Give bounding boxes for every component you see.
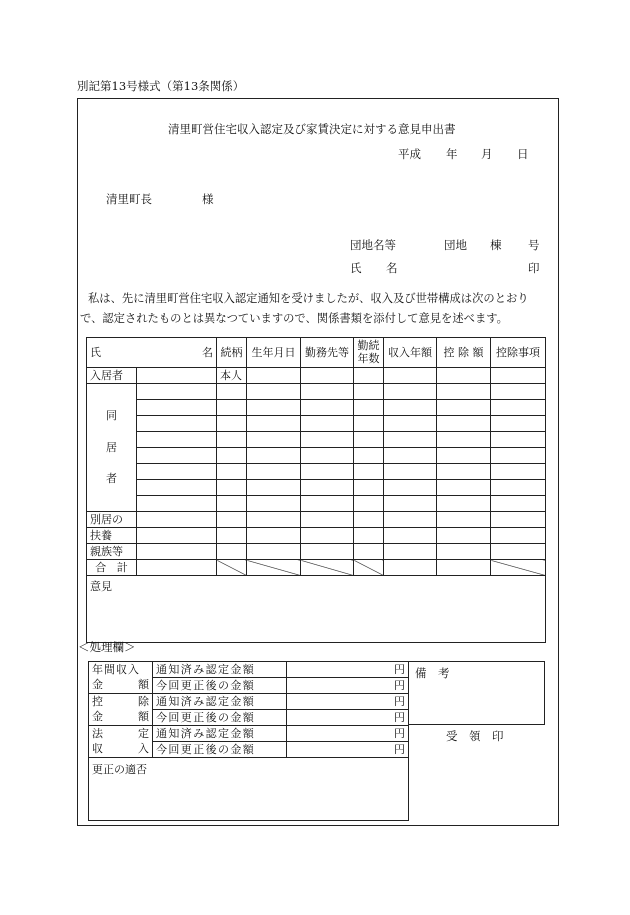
table-cell[interactable]	[247, 432, 301, 448]
table-cell[interactable]	[437, 496, 491, 512]
table-cell[interactable]	[354, 400, 384, 416]
table-row	[89, 726, 409, 742]
table-cell[interactable]	[137, 528, 217, 544]
table-cell[interactable]	[247, 512, 301, 528]
correction-field[interactable]	[89, 758, 409, 821]
table-cell[interactable]	[384, 528, 437, 544]
table-cell[interactable]	[247, 496, 301, 512]
separate-label: 別居の	[87, 512, 137, 528]
table-cell[interactable]	[491, 464, 546, 480]
table-cell[interactable]	[301, 416, 354, 432]
table-cell[interactable]	[301, 448, 354, 464]
table-cell[interactable]	[217, 480, 247, 496]
notified-amount-label: 通知済み認定金額	[153, 726, 287, 742]
table-cell[interactable]	[137, 400, 217, 416]
header-row	[87, 338, 546, 368]
addressee-honorific: 様	[202, 192, 214, 206]
header-birth-date: 生年月日	[247, 338, 301, 368]
table-row	[89, 758, 409, 821]
table-cell[interactable]	[217, 384, 247, 400]
table-cell[interactable]	[354, 416, 384, 432]
table-cell[interactable]	[137, 432, 217, 448]
table-cell[interactable]	[301, 368, 354, 384]
table-cell[interactable]	[247, 384, 301, 400]
table-cell[interactable]	[384, 384, 437, 400]
table-row	[89, 694, 409, 710]
table-cell[interactable]	[301, 512, 354, 528]
table-row	[87, 480, 546, 496]
header-deduction-amount: 控 除 額	[437, 338, 491, 368]
table-cell[interactable]	[491, 480, 546, 496]
table-cell[interactable]	[247, 368, 301, 384]
table-cell[interactable]	[354, 528, 384, 544]
table-cell[interactable]	[137, 512, 217, 528]
amount-field[interactable]: 円	[287, 694, 409, 710]
complex-label: 団地名等	[350, 238, 396, 252]
opinion-row	[87, 576, 546, 643]
applicant-name-label-1: 氏	[350, 261, 362, 275]
table-row	[87, 528, 546, 544]
table-row	[87, 400, 546, 416]
table-row	[89, 662, 409, 678]
applicant-name-label-2: 名	[386, 261, 398, 275]
table-cell[interactable]	[354, 544, 384, 560]
table-cell[interactable]	[301, 544, 354, 560]
table-cell[interactable]	[137, 480, 217, 496]
table-cell[interactable]	[384, 544, 437, 560]
building-unit: 棟	[490, 238, 502, 252]
table-cell[interactable]	[437, 400, 491, 416]
table-cell[interactable]	[301, 432, 354, 448]
remarks-box[interactable]	[408, 661, 545, 725]
table-cell[interactable]	[354, 464, 384, 480]
table-cell[interactable]	[247, 464, 301, 480]
notified-amount-label: 通知済み認定金額	[153, 662, 287, 678]
table-cell[interactable]	[384, 432, 437, 448]
table-cell[interactable]	[301, 496, 354, 512]
table-cell[interactable]	[491, 400, 546, 416]
table-cell[interactable]	[491, 512, 546, 528]
table-cell[interactable]	[217, 448, 247, 464]
table-cell[interactable]	[491, 496, 546, 512]
table-cell[interactable]	[491, 544, 546, 560]
table-cell[interactable]	[301, 480, 354, 496]
seal-mark: 印	[528, 261, 540, 275]
table-cell[interactable]	[384, 480, 437, 496]
header-years-employed: 勤続 年数	[354, 338, 384, 368]
table-cell[interactable]	[437, 384, 491, 400]
table-cell[interactable]	[491, 416, 546, 432]
disabled-cell	[491, 560, 546, 576]
header-name: 氏 名	[87, 338, 217, 368]
table-cell[interactable]	[301, 384, 354, 400]
form-title: 清里町営住宅収入認定及び家賃決定に対する意見申出書	[168, 122, 456, 136]
total-row	[87, 560, 546, 576]
table-cell[interactable]	[437, 448, 491, 464]
table-cell[interactable]	[137, 416, 217, 432]
table-cell[interactable]	[491, 528, 546, 544]
table-cell[interactable]	[217, 528, 247, 544]
legal-income-label: 法 定 収 入	[89, 726, 153, 758]
statement-line-1: 私は、先に清里町営住宅収入認定通知を受けましたが、収入及び世帯構成は次のとおり	[88, 292, 529, 305]
table-cell[interactable]	[247, 448, 301, 464]
table-cell[interactable]	[491, 384, 546, 400]
table-row	[87, 448, 546, 464]
self-relation: 本人	[217, 368, 247, 384]
table-cell[interactable]	[217, 464, 247, 480]
table-cell[interactable]	[137, 544, 217, 560]
table-cell[interactable]	[437, 528, 491, 544]
table-cell[interactable]	[354, 432, 384, 448]
table-row	[87, 512, 546, 528]
table-cell[interactable]	[384, 400, 437, 416]
table-cell[interactable]	[247, 544, 301, 560]
table-cell[interactable]	[437, 432, 491, 448]
date-month: 月	[481, 147, 493, 161]
table-cell[interactable]	[217, 416, 247, 432]
table-cell[interactable]	[247, 416, 301, 432]
table-cell[interactable]	[247, 528, 301, 544]
revised-amount-label: 今回更正後の金額	[153, 678, 287, 694]
opinion-field[interactable]	[87, 576, 546, 643]
table-cell[interactable]	[247, 400, 301, 416]
table-row	[87, 416, 546, 432]
disabled-cell	[354, 560, 384, 576]
table-cell[interactable]	[217, 432, 247, 448]
table-cell[interactable]	[384, 496, 437, 512]
remarks-label: 備 考	[415, 666, 450, 680]
table-cell[interactable]	[301, 464, 354, 480]
table-cell[interactable]	[137, 464, 217, 480]
table-cell[interactable]	[384, 416, 437, 432]
separate-label: 扶養	[87, 528, 137, 544]
table-cell[interactable]	[437, 512, 491, 528]
date-era: 平成	[398, 147, 421, 161]
amount-field[interactable]: 円	[287, 742, 409, 758]
table-cell	[137, 560, 217, 576]
amount-field[interactable]: 円	[287, 710, 409, 726]
table-cell[interactable]	[137, 496, 217, 512]
date-day: 日	[517, 147, 529, 161]
opinion-label: 意見	[90, 580, 112, 593]
table-cell[interactable]	[384, 368, 437, 384]
table-cell[interactable]	[437, 480, 491, 496]
table-cell[interactable]	[384, 512, 437, 528]
header-workplace: 勤務先等	[301, 338, 354, 368]
table-cell[interactable]	[491, 432, 546, 448]
revised-amount-label: 今回更正後の金額	[153, 710, 287, 726]
cohabitant-label: 同 居 者	[87, 384, 137, 512]
table-row	[87, 384, 546, 400]
table-cell[interactable]	[301, 400, 354, 416]
total-deduction-cell[interactable]	[437, 560, 491, 576]
table-cell[interactable]	[217, 400, 247, 416]
correction-label: 更正の適否	[92, 763, 147, 776]
table-row	[87, 368, 546, 384]
table-cell[interactable]	[354, 384, 384, 400]
disabled-cell	[247, 560, 301, 576]
table-row	[87, 544, 546, 560]
table-cell[interactable]	[354, 496, 384, 512]
table-cell[interactable]	[354, 368, 384, 384]
amount-field[interactable]: 円	[287, 726, 409, 742]
statement-line-2: で、認定されたものとは異なつていますので、関係書類を添付して意見を述べます。	[80, 312, 508, 325]
table-cell[interactable]	[217, 512, 247, 528]
table-cell[interactable]	[384, 464, 437, 480]
table-row	[87, 496, 546, 512]
table-cell[interactable]	[491, 448, 546, 464]
table-cell[interactable]	[354, 448, 384, 464]
total-label: 合 計	[87, 560, 137, 576]
amount-field[interactable]: 円	[287, 678, 409, 694]
table-cell[interactable]	[384, 448, 437, 464]
annual-income-label: 年間収入 金 額	[89, 662, 153, 694]
header-relation: 続柄	[217, 338, 247, 368]
notified-amount-label: 通知済み認定金額	[153, 694, 287, 710]
table-cell[interactable]	[217, 544, 247, 560]
receipt-seal-label: 受 領 印	[446, 729, 504, 743]
table-cell[interactable]	[301, 528, 354, 544]
table-row	[87, 464, 546, 480]
date-year: 年	[446, 147, 458, 161]
disabled-cell	[301, 560, 354, 576]
room-number-unit: 号	[528, 238, 540, 252]
table-cell[interactable]	[217, 496, 247, 512]
total-income-cell[interactable]	[384, 560, 437, 576]
table-cell[interactable]	[354, 512, 384, 528]
header-annual-income: 収入年額	[384, 338, 437, 368]
addressee-name: 清里町長	[106, 192, 152, 206]
form-number-label: 別記第13号様式（第13条関係）	[77, 79, 245, 93]
table-cell[interactable]	[137, 448, 217, 464]
table-cell[interactable]	[137, 368, 217, 384]
separate-label: 親族等	[87, 544, 137, 560]
table-cell[interactable]	[491, 368, 546, 384]
table-cell[interactable]	[437, 544, 491, 560]
table-row	[87, 432, 546, 448]
table-cell[interactable]	[247, 480, 301, 496]
table-cell[interactable]	[437, 464, 491, 480]
table-cell[interactable]	[437, 416, 491, 432]
table-cell[interactable]	[437, 368, 491, 384]
household-table	[86, 337, 546, 643]
disabled-cell	[217, 560, 247, 576]
table-cell[interactable]	[354, 480, 384, 496]
header-deduction-items: 控除事項	[491, 338, 546, 368]
resident-label: 入居者	[87, 368, 137, 384]
processing-section-label: ＜処理欄＞	[78, 640, 136, 654]
amount-field[interactable]: 円	[287, 662, 409, 678]
revised-amount-label: 今回更正後の金額	[153, 742, 287, 758]
complex-unit: 団地	[444, 238, 467, 252]
table-cell[interactable]	[137, 384, 217, 400]
deduction-amount-label: 控 除 金 額	[89, 694, 153, 726]
processing-table	[88, 661, 409, 821]
